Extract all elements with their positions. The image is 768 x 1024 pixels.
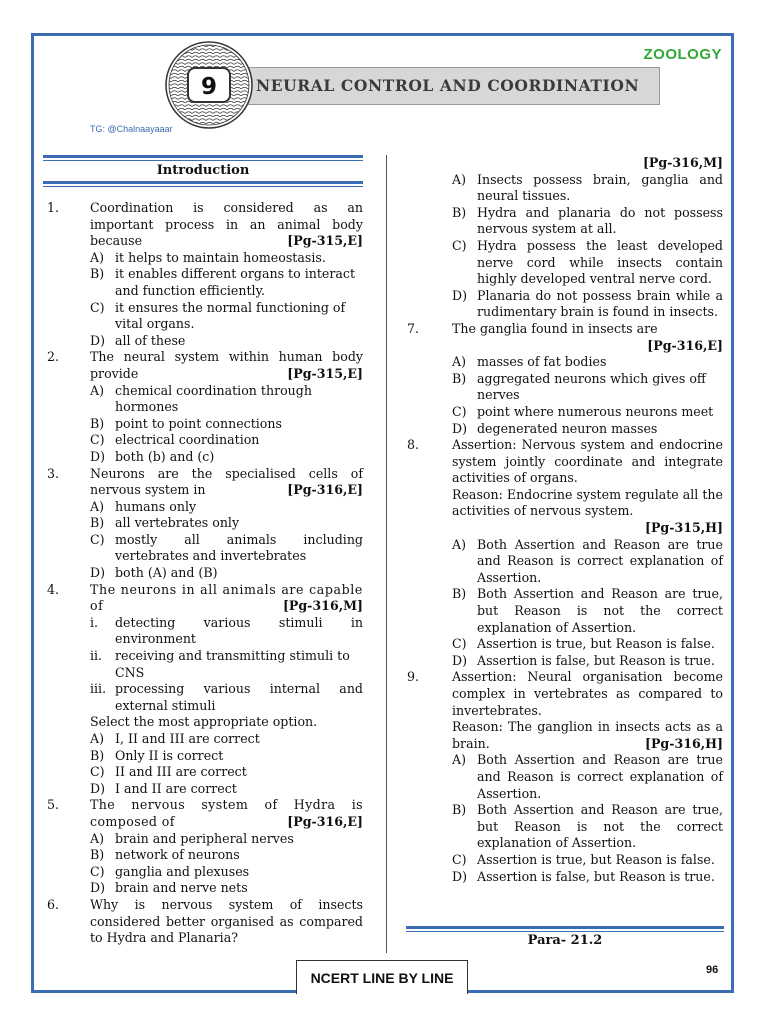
subject-label: ZOOLOGY xyxy=(643,46,722,63)
page-ref: [Pg-316,M] xyxy=(642,155,723,170)
left-heading-rule-top xyxy=(43,155,363,158)
select-instruction: Select the most appropriate option. xyxy=(90,714,318,730)
question-text: Coordination is considered as an important process in an animal body because xyxy=(90,200,363,249)
option[interactable]: C) ganglia and plexuses xyxy=(90,863,250,879)
page-ref: [Pg-316,E] xyxy=(287,813,363,829)
left-heading-rule-top-thin xyxy=(43,160,363,161)
reason-text: Reason: The ganglion in insects acts as a brain. xyxy=(452,719,723,751)
question-number: 4. xyxy=(47,581,60,597)
left-column xyxy=(47,200,363,947)
option[interactable]: A) masses of fat bodies xyxy=(452,354,607,370)
question-7 xyxy=(407,321,723,437)
option[interactable]: B) Only II is correct xyxy=(90,747,224,763)
option[interactable]: D) brain and nerve nets xyxy=(90,880,248,896)
question-text: The neural system within human body provide xyxy=(90,349,363,381)
option[interactable]: B) all vertebrates only xyxy=(90,515,240,531)
option[interactable]: A) I, II and III are correct xyxy=(90,731,260,746)
right-column xyxy=(407,155,723,885)
option[interactable]: D) I and II are correct xyxy=(90,780,237,796)
option[interactable]: A) Both Assertion and Reason are true and Reason is correct explanation of Assertion. xyxy=(452,536,723,585)
option[interactable]: B) Both Assertion and Reason are true, but Reason is not the correct explanation of Assertion. xyxy=(452,586,723,635)
question-9 xyxy=(407,669,723,885)
statement: i. detecting various stimuli in environment xyxy=(90,614,363,647)
option[interactable]: B) Both Assertion and Reason are true, but Reason is not the correct explanation of Assertion. xyxy=(452,802,723,851)
option[interactable]: D) both (b) and (c) xyxy=(90,448,215,464)
question-number: 6. xyxy=(47,896,60,912)
section-title-introduction: Introduction xyxy=(156,163,250,178)
question-text: Neurons are the specialised cells of nervous system in xyxy=(90,465,363,498)
option[interactable]: B) point to point connections xyxy=(90,415,282,431)
assertion-text: Assertion: Neural organisation become complex in vertebrates as compared to invertebrates. xyxy=(452,669,723,718)
page-number: 96 xyxy=(706,964,719,976)
option[interactable]: D) all of these xyxy=(90,332,186,348)
column-divider xyxy=(386,155,387,953)
page-ref: [Pg-315,E] xyxy=(287,233,363,249)
page-ref: [Pg-316,E] xyxy=(287,482,363,498)
left-heading-rule-bottom-thin xyxy=(43,186,363,187)
footer-label: NCERT LINE BY LINE xyxy=(296,960,468,994)
question-number: 8. xyxy=(407,437,420,453)
question-number: 2. xyxy=(47,349,60,365)
option[interactable]: D) degenerated neuron masses xyxy=(452,420,658,436)
question-3 xyxy=(47,466,363,582)
statement: ii. receiving and transmitting stimuli to CNS xyxy=(90,648,350,680)
option[interactable]: C) Assertion is true, but Reason is false. xyxy=(452,636,715,652)
option[interactable]: B) Hydra and planaria do not possess nervous system at all. xyxy=(452,204,723,237)
chapter-number: 9 xyxy=(200,74,218,100)
option[interactable]: C) II and III are correct xyxy=(90,764,247,780)
option[interactable]: C) Assertion is true, but Reason is false. xyxy=(452,851,715,867)
option[interactable]: A) Both Assertion and Reason are true and Reason is correct explanation of Assertion. xyxy=(452,752,723,801)
left-heading-rule-bottom xyxy=(43,181,363,184)
option[interactable]: C) it ensures the normal functioning of vital organs. xyxy=(90,299,346,332)
option[interactable]: A) Insects possess brain, ganglia and neural tissues. xyxy=(452,171,723,204)
question-text: The ganglia found in insects are xyxy=(452,320,658,336)
question-6-options xyxy=(407,172,723,321)
option[interactable]: B) aggregated neurons which gives off nerves xyxy=(452,370,706,403)
chapter-title: NEURAL CONTROL AND COORDINATION xyxy=(256,76,640,95)
right-heading-rule xyxy=(406,926,724,929)
question-6 xyxy=(47,897,363,947)
option[interactable]: D) Planaria do not possess brain while a rudimentary brain is found in insects. xyxy=(452,287,723,320)
option[interactable]: A) chemical coordination through hormones xyxy=(90,382,312,415)
question-2 xyxy=(47,349,363,465)
question-4 xyxy=(47,582,363,798)
question-number: 7. xyxy=(407,320,420,336)
option[interactable]: D) Assertion is false, but Reason is true. xyxy=(452,652,715,668)
question-text: The neurons in all animals are capable of xyxy=(90,581,363,614)
section-title-para: Para- 21.2 xyxy=(527,933,603,948)
option[interactable]: A) brain and peripheral nerves xyxy=(90,830,294,846)
telegram-handle: TG: @Chalnaayaaar xyxy=(90,124,173,134)
option[interactable]: D) both (A) and (B) xyxy=(90,565,218,581)
question-number: 3. xyxy=(47,465,60,481)
page-ref: [Pg-315,H] xyxy=(645,520,723,536)
option[interactable]: C) Hydra possess the least developed nerve cord while insects contain highly developed ventral nerve cord. xyxy=(452,237,723,287)
option[interactable]: B) network of neurons xyxy=(90,847,240,863)
right-heading-rule-thin xyxy=(406,931,724,932)
option[interactable]: B) it enables different organs to interact and function efficiently. xyxy=(90,266,356,298)
option[interactable]: C) electrical coordination xyxy=(90,432,260,448)
option[interactable]: D) Assertion is false, but Reason is true. xyxy=(452,868,715,884)
page-ref: [Pg-316,M] xyxy=(282,598,363,614)
chapter-badge-icon xyxy=(164,40,254,130)
option[interactable]: A) humans only xyxy=(90,498,197,514)
question-number: 9. xyxy=(407,669,420,685)
question-1 xyxy=(47,200,363,349)
option[interactable]: C) mostly all animals including vertebrates and invertebrates xyxy=(90,531,363,564)
reason-text: Reason: Endocrine system regulate all the activities of nervous system. xyxy=(452,486,723,519)
page-ref: [Pg-316,E] xyxy=(647,337,723,353)
option[interactable]: C) point where numerous neurons meet xyxy=(452,403,714,419)
assertion-text: Assertion: Nervous system and endocrine system jointly coordinate and integrate activities of organs. xyxy=(452,437,723,486)
question-text: Why is nervous system of insects considered better organised as compared to Hydra and Planaria? xyxy=(90,896,363,946)
question-number: 1. xyxy=(47,200,60,215)
statement: iii. processing various internal and external stimuli xyxy=(90,681,363,713)
question-text: The nervous system of Hydra is composed of xyxy=(90,797,363,829)
question-5 xyxy=(47,797,363,897)
page-ref: [Pg-315,E] xyxy=(287,365,363,381)
question-number: 5. xyxy=(47,797,60,813)
page-ref: [Pg-316,H] xyxy=(645,735,723,751)
question-8 xyxy=(407,437,723,669)
option[interactable]: A) it helps to maintain homeostasis. xyxy=(90,249,326,265)
